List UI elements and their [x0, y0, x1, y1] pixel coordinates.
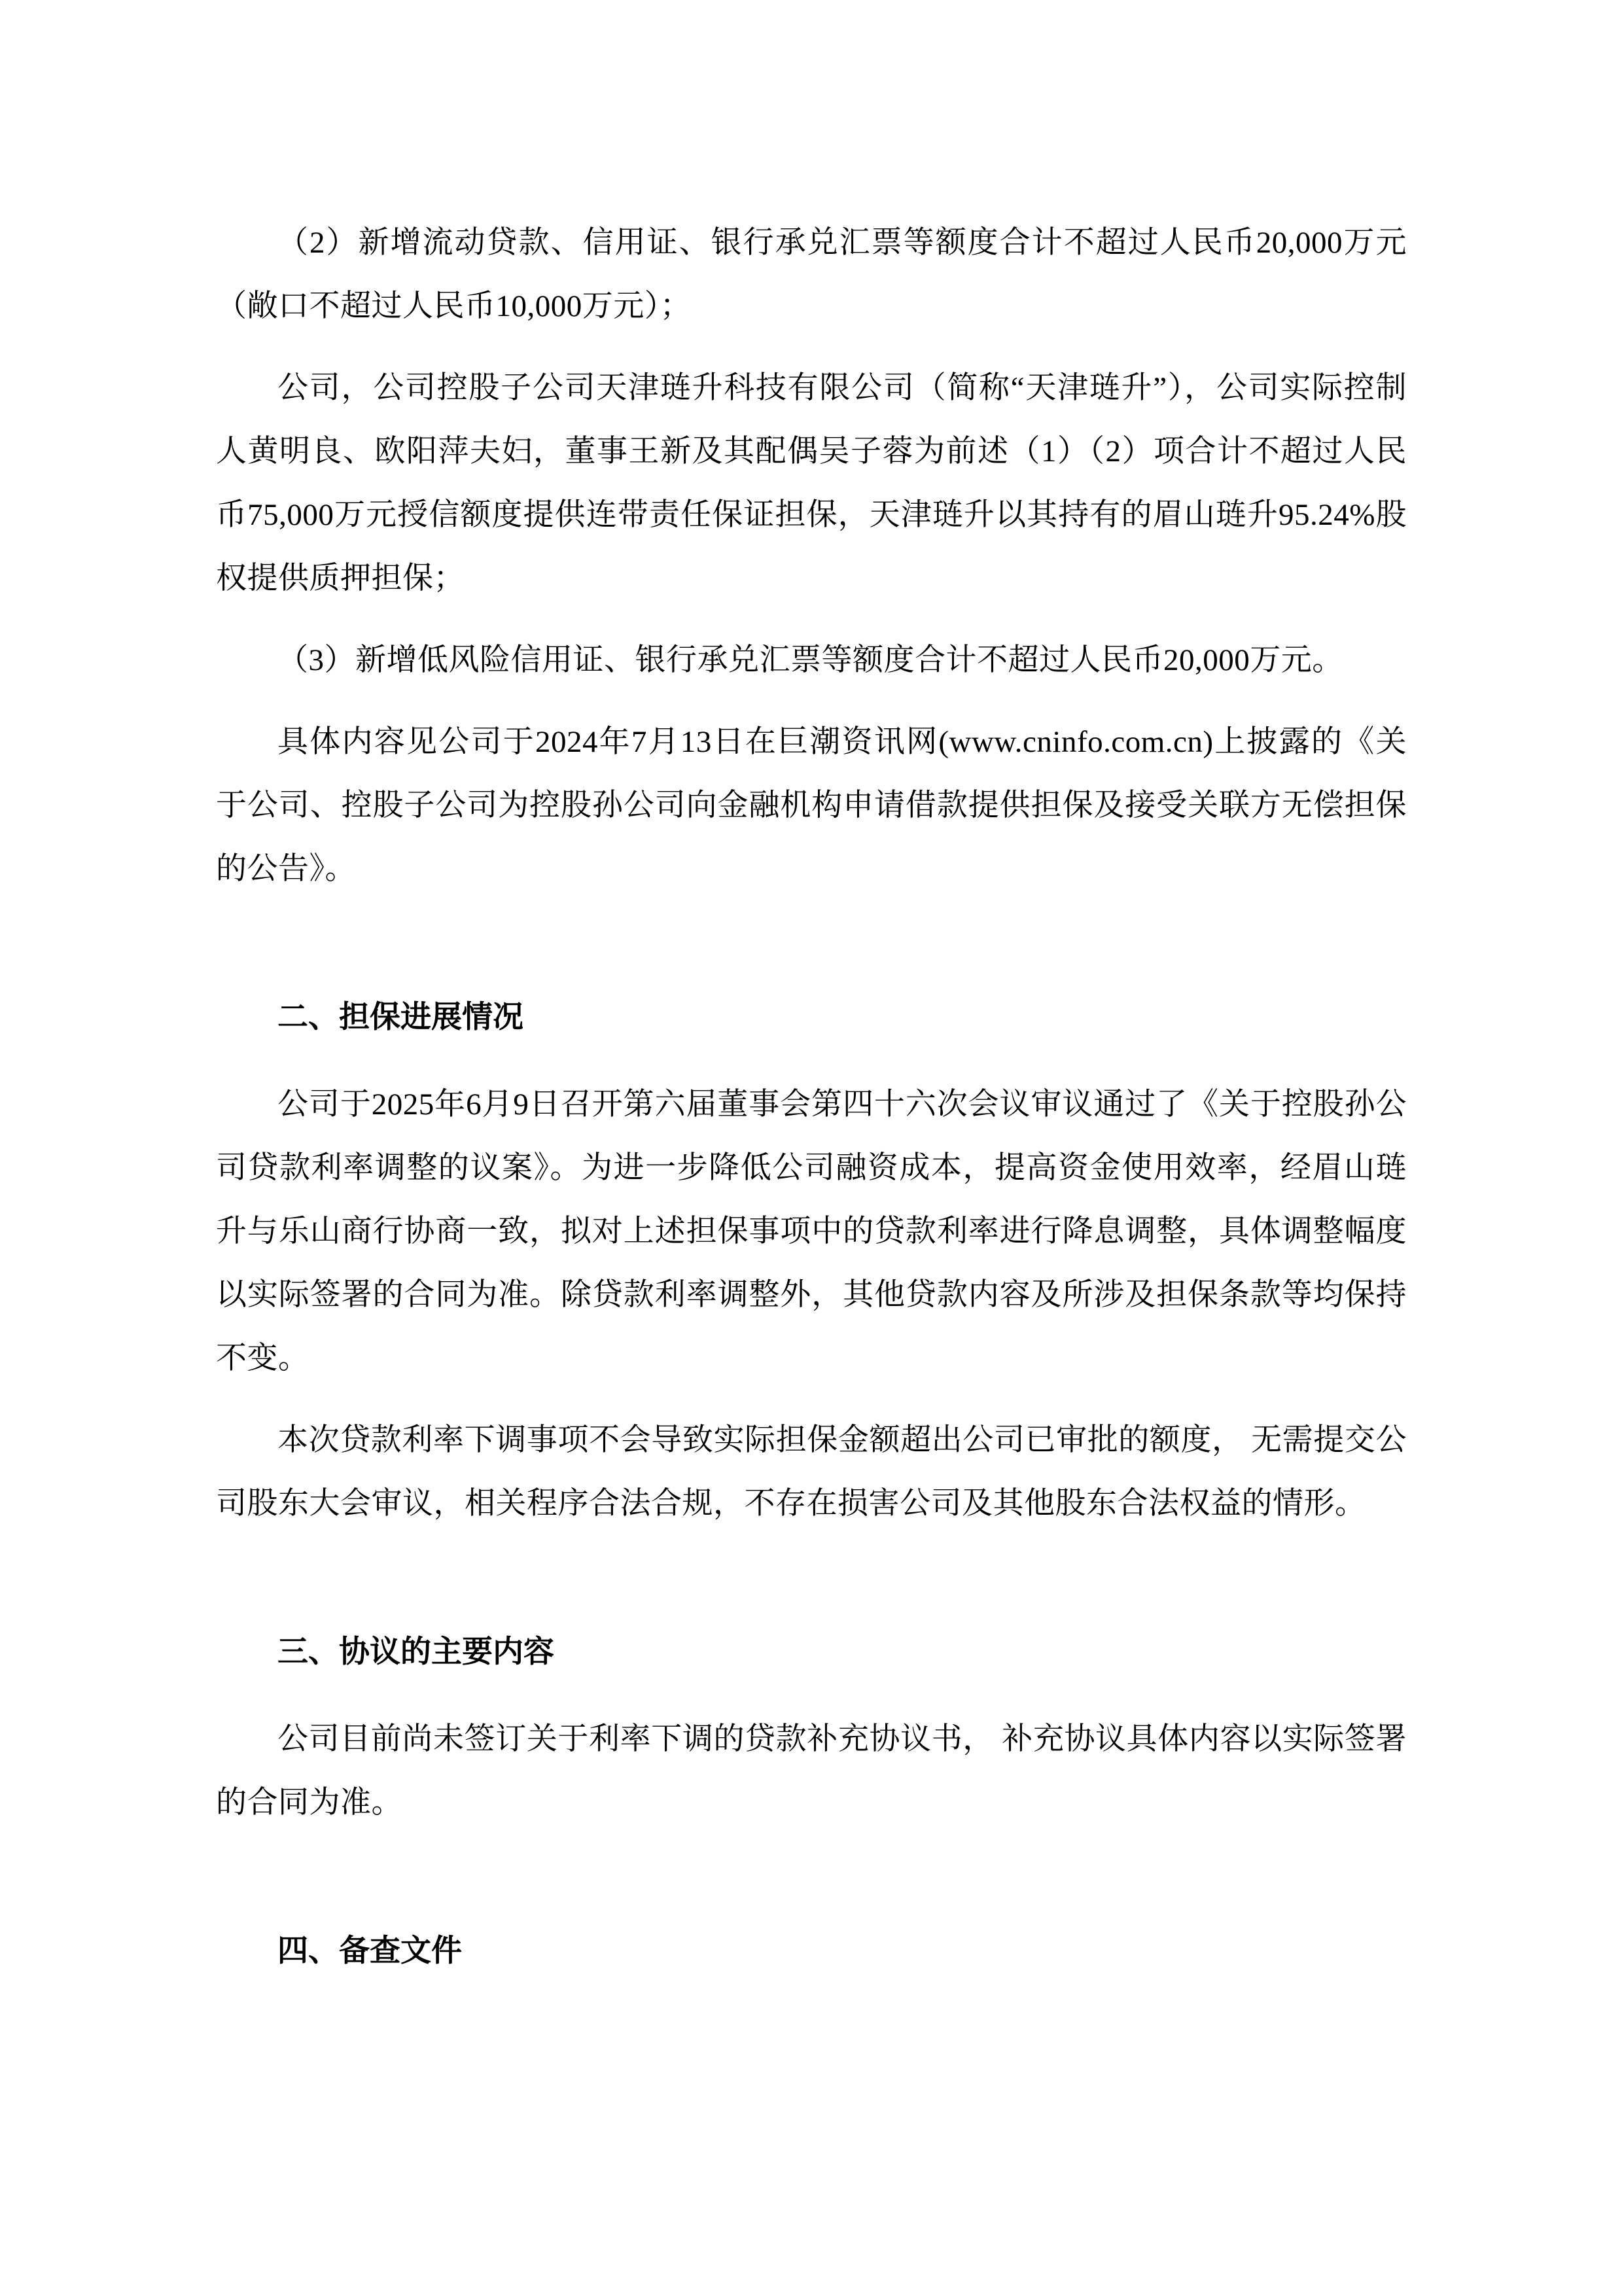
paragraph-no-shareholder-approval-needed: 本次贷款利率下调事项不会导致实际担保金额超出公司已审批的额度， 无需提交公司股东大会审议，相关程序合法合规，不存在损害公司及其他股东合法权益的情形。	[216, 1423, 1407, 1521]
paragraph-clause-2: （2）新增流动贷款、信用证、银行承兑汇票等额度合计不超过人民币20,000万元（敞口不超过人民币10,000万元）；	[216, 226, 1407, 323]
paragraph-supplementary-agreement: 公司目前尚未签订关于利率下调的贷款补充协议书， 补充协议具体内容以实际签署的合同为准。	[216, 1722, 1407, 1820]
paragraph-disclosure-reference: 具体内容见公司于2024年7月13日在巨潮资讯网(www.cninfo.com.cn)上披露的《关于公司、控股子公司为控股孙公司向金融机构申请借款提供担保及接受关联方无偿担保的公告》。	[216, 725, 1407, 886]
paragraph-board-resolution: 公司于2025年6月9日召开第六届董事会第四十六次会议审议通过了《关于控股孙公司贷款利率调整的议案》。为进一步降低公司融资成本，提高资金使用效率，经眉山琏升与乐山商行协商一致，拟对上述担保事项中的贷款利率进行降息调整，具体调整幅度以实际签署的合同为准。除贷款利率调整外，其他贷款内容及所涉及担保条款等均保持不变。	[216, 1087, 1407, 1375]
section-heading-agreement-main-content: 三、协议的主要内容	[277, 1634, 554, 1669]
paragraph-guarantee-providers: 公司，公司控股子公司天津琏升科技有限公司（简称“天津琏升”），公司实际控制人黄明良、欧阳萍夫妇，董事王新及其配偶吴子蓉为前述（1）（2）项合计不超过人民币75,000万元授信额度提供连带责任保证担保，天津琏升以其持有的眉山琏升95.24%股权提供质押担保；	[216, 371, 1407, 595]
section-heading-documents-for-reference: 四、备查文件	[277, 1933, 462, 1968]
paragraph-clause-3: （3）新增低风险信用证、银行承兑汇票等额度合计不超过人民币20,000万元。	[277, 643, 1343, 677]
section-heading-guarantee-progress: 二、担保进展情况	[277, 999, 523, 1034]
